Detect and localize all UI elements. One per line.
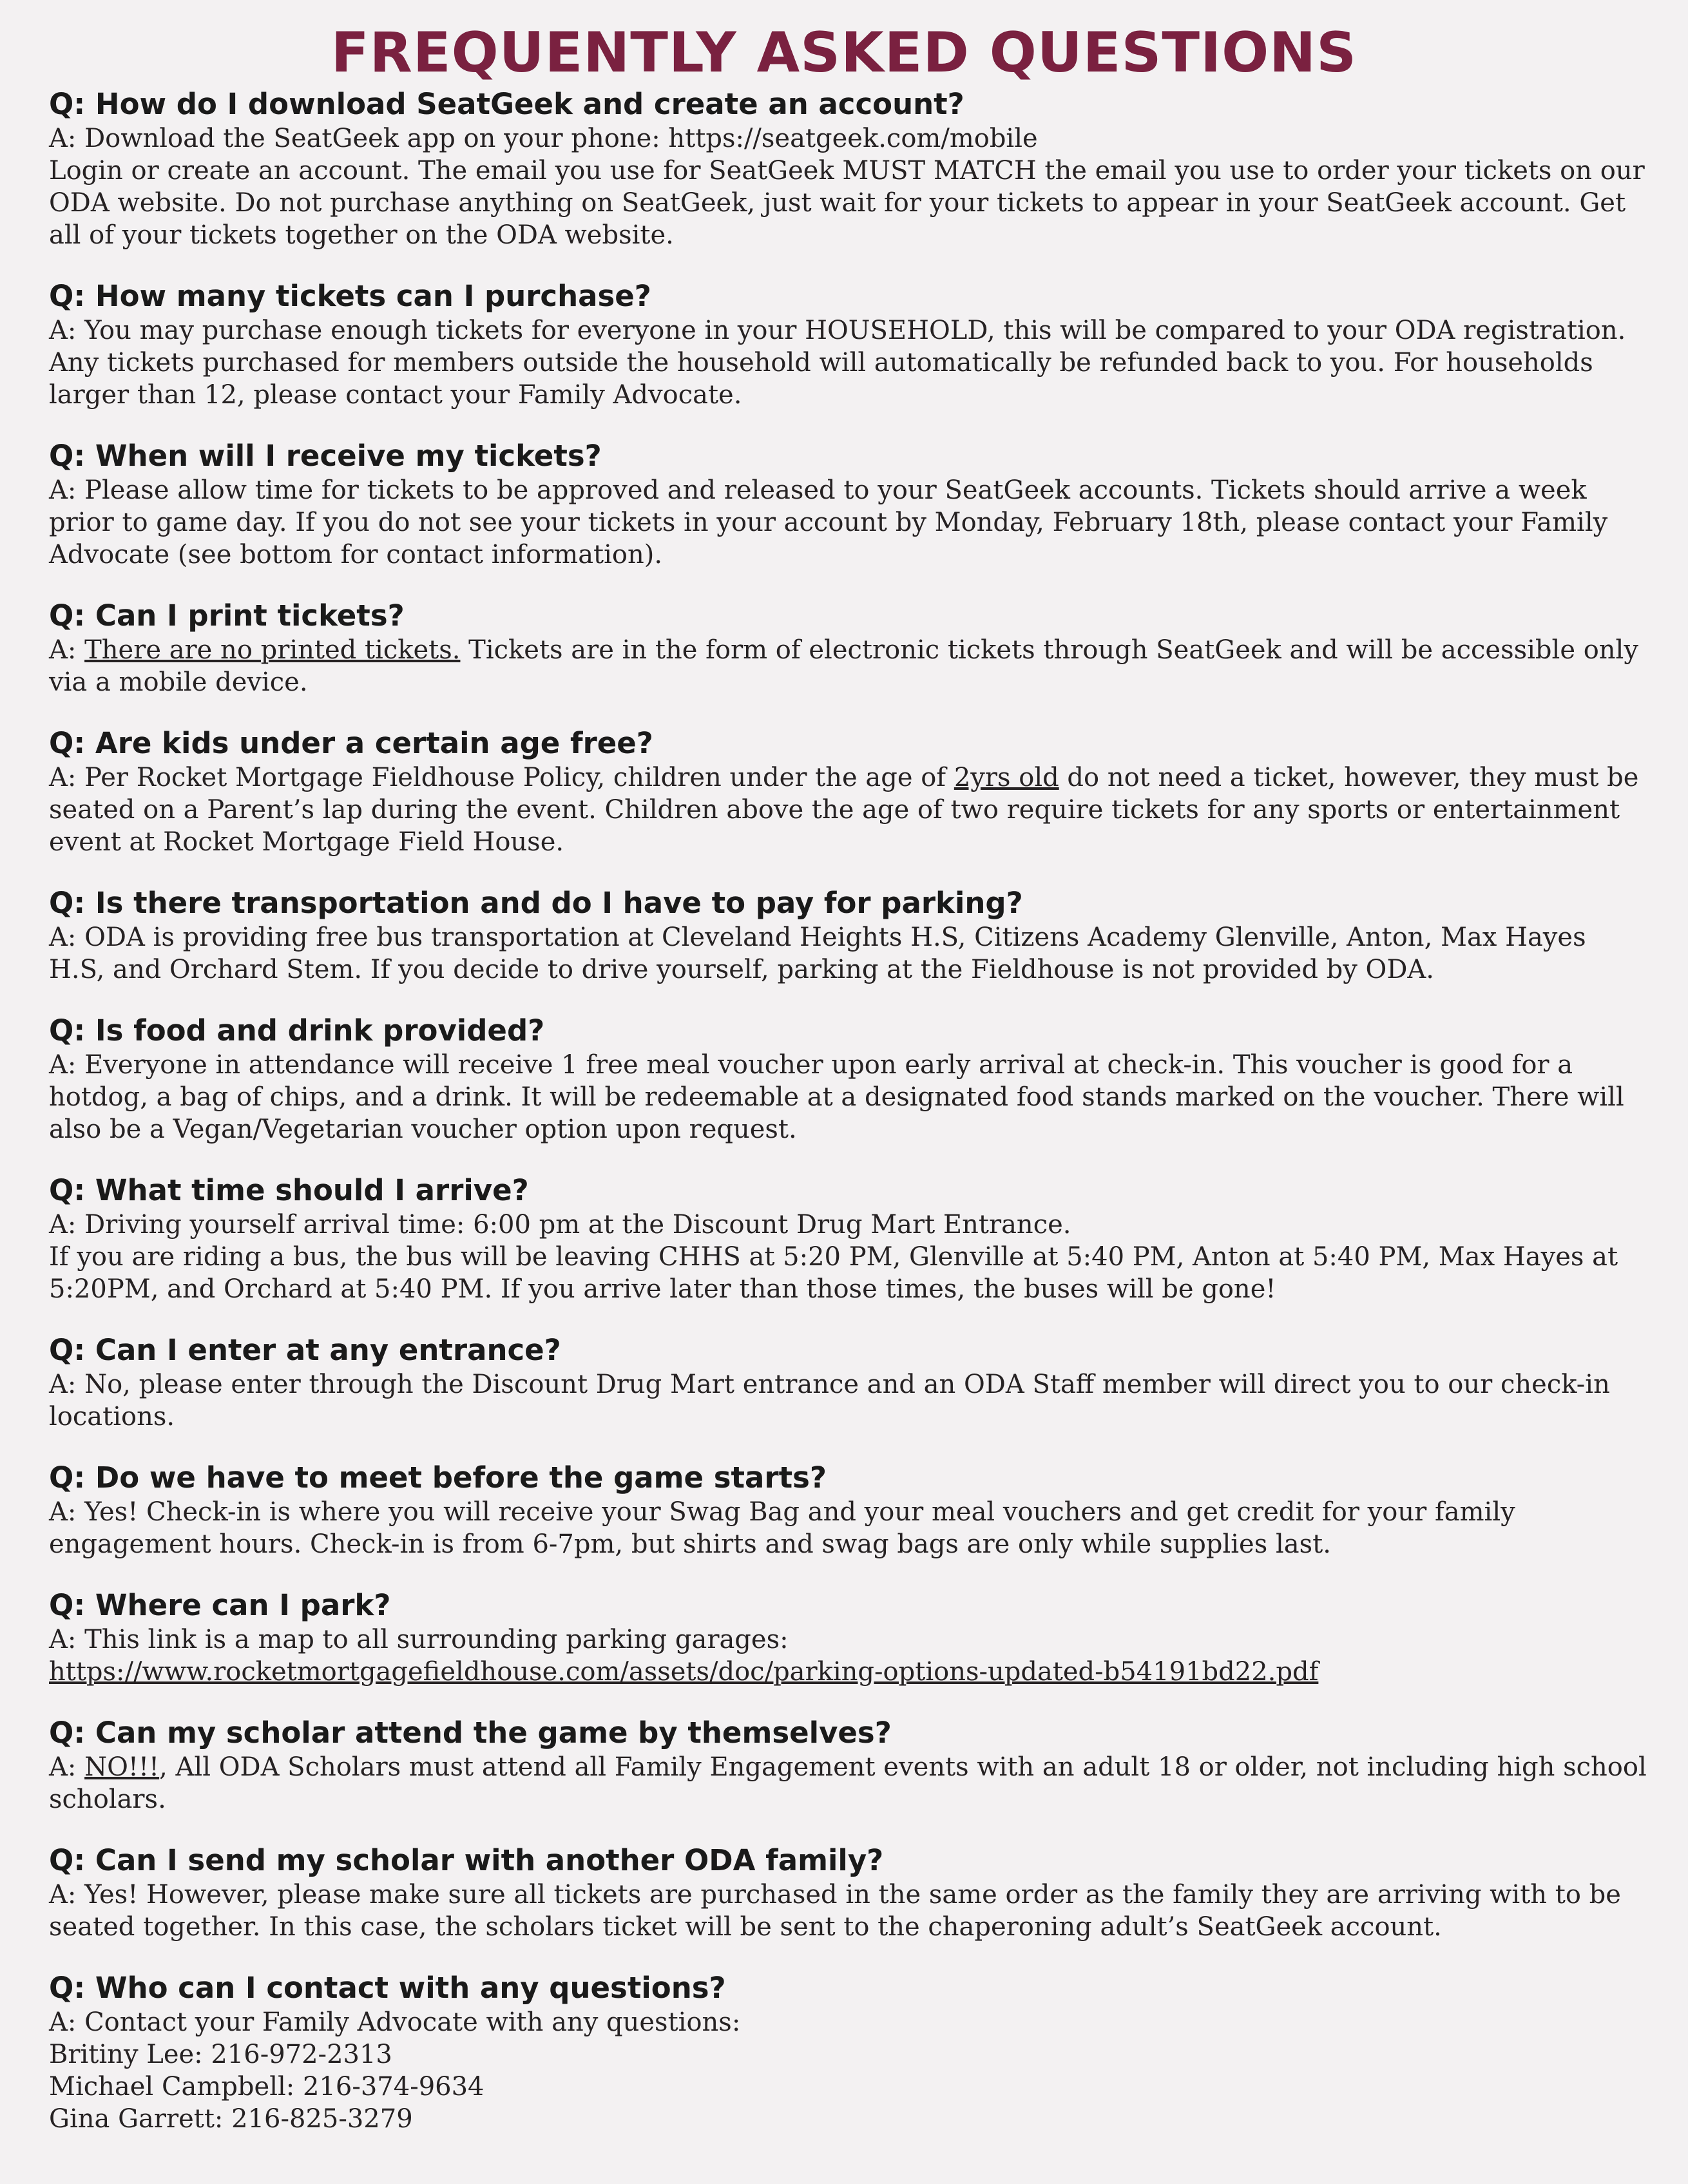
faq-item-scholar-alone — [49, 1715, 1647, 1815]
question: Q: Can my scholar attend the game by themselves? — [49, 1716, 892, 1750]
answer: A: Yes! Check-in is where you will receive your Swag Bag and your meal vouchers and get credit for your family engagement hours. Check-in is from 6-7pm, but shirts and swag bags are only while supplies last. — [49, 1497, 1515, 1559]
answer: A: Everyone in attendance will receive 1 free meal voucher upon early arrival at check-in. This voucher is good for a hotdog, a bag of chips, and a drink. It will be redeemable at a designated food stands marked on the voucher. There will also be a Vegan/Vegetarian voucher option upon request. — [49, 1050, 1624, 1144]
answer-rest: do not need a ticket, however, they must be seated on a Parent’s lap during the event. Children above the age of two require tickets for any sports or entertainment event at Rocket Mortgage Field House. — [49, 763, 1639, 857]
faq-item-print-tickets — [49, 598, 1647, 698]
question: Q: Is food and drink provided? — [49, 1013, 545, 1048]
answer: A: ODA is providing free bus transportation at Cleveland Heights H.S, Citizens Academy Glenville, Anton, Max Hayes H.S, and Orchard Stem. If you decide to drive yourself, parking at the Fieldhouse is not provided by ODA. — [49, 923, 1586, 984]
question: Q: Can I send my scholar with another ODA family? — [49, 1843, 884, 1877]
answer-rest: , All ODA Scholars must attend all Family Engagement events with an adult 18 or older, not including high school scholars. — [49, 1752, 1647, 1814]
answer: A: Driving yourself arrival time: 6:00 pm at the Discount Drug Mart Entrance. — [49, 1210, 1071, 1240]
answer-prefix: A: Per Rocket Mortgage Fieldhouse Policy, children under the age of — [49, 763, 954, 792]
parking-map-link[interactable]: https://www.rocketmortgagefieldhouse.com/assets/doc/parking-options-updated-b54191bd22.pdf — [49, 1657, 1319, 1687]
faq-item-food — [49, 1013, 1647, 1145]
question: Q: Is there transportation and do I have to pay for parking? — [49, 886, 1023, 920]
faq-item-receive-tickets — [49, 438, 1647, 571]
faq-item-contact — [49, 1970, 1647, 2135]
answer: A: You may purchase enough tickets for everyone in your HOUSEHOLD, this will be compared to your ODA registration. Any tickets purchased for members outside the household will automatically be refunded back to you. For households larger than 12, please contact your Family Advocate. — [49, 316, 1626, 410]
answer: A: This link is a map to all surrounding parking garages: — [49, 1625, 789, 1654]
question: Q: Are kids under a certain age free? — [49, 726, 653, 760]
faq-item-another-family — [49, 1843, 1647, 1943]
answer: A: Download the SeatGeek app on your phone: https://seatgeek.com/mobile — [49, 124, 1038, 153]
faq-item-parking — [49, 1587, 1647, 1688]
answer: A: No, please enter through the Discount Drug Mart entrance and an ODA Staff member will direct you to our check-in locations. — [49, 1370, 1610, 1432]
faq-list — [49, 86, 1647, 2162]
answer: A: Please allow time for tickets to be approved and released to your SeatGeek accounts. Tickets should arrive a week prior to game day. If you do not see your tickets in your account by Monday, February 18th, please contact your Family Advocate (see bottom for contact information). — [49, 475, 1608, 570]
question: Q: Can I print tickets? — [49, 599, 405, 633]
answer — [49, 634, 1647, 698]
faq-item-download — [49, 86, 1647, 251]
question: Q: What time should I arrive? — [49, 1173, 529, 1207]
faq-item-meet-before — [49, 1460, 1647, 1560]
question: Q: Where can I park? — [49, 1588, 391, 1622]
question: Q: Who can I contact with any questions? — [49, 1971, 726, 2005]
faq-item-entrance — [49, 1332, 1647, 1433]
contact-michael-campbell: Michael Campbell: 216-374-9634 — [49, 2072, 484, 2102]
answer: A: Contact your Family Advocate with any questions: — [49, 2007, 741, 2037]
answer-prefix: A: — [49, 635, 85, 665]
answer-rest: Tickets are in the form of electronic tickets through SeatGeek and will be accessible only via a mobile device. — [49, 635, 1638, 697]
answer-continued: If you are riding a bus, the bus will be leaving CHHS at 5:20 PM, Glenville at 5:40 PM, Anton at 5:40 PM, Max Hayes at 5:20PM, and Orchard at 5:40 PM. If you arrive later than those times, the buses will be gone! — [49, 1242, 1618, 1304]
answer-continued: Login or create an account. The email you use for SeatGeek MUST MATCH the email you use to order your tickets on our ODA website. Do not purchase anything on SeatGeek, just wait for your tickets to appear in your SeatGeek account. Get all of your tickets together on the ODA website. — [49, 156, 1645, 250]
question: Q: Do we have to meet before the game starts? — [49, 1461, 827, 1495]
answer-underlined: NO!!! — [84, 1752, 160, 1782]
faq-item-ticket-count — [49, 278, 1647, 411]
page-title: FREQUENTLY ASKED QUESTIONS — [331, 21, 1357, 85]
answer: A: Yes! However, please make sure all tickets are purchased in the same order as the family they are arriving with to be seated together. In this case, the scholars ticket will be sent to the chaperoning adult’s SeatGeek account. — [49, 1880, 1621, 1942]
answer — [49, 762, 1647, 858]
faq-item-transportation — [49, 885, 1647, 986]
answer-underlined: There are no printed tickets. — [84, 635, 461, 665]
question: Q: How many tickets can I purchase? — [49, 279, 651, 313]
question: Q: When will I receive my tickets? — [49, 439, 602, 473]
contact-gina-garrett: Gina Garrett: 216-825-3279 — [49, 2104, 413, 2134]
answer — [49, 1751, 1647, 1815]
question: Q: Can I enter at any entrance? — [49, 1333, 561, 1367]
question: Q: How do I download SeatGeek and create an account? — [49, 87, 964, 121]
faq-item-arrival-time — [49, 1173, 1647, 1305]
contact-britiny-lee: Britiny Lee: 216-972-2313 — [49, 2040, 392, 2069]
faq-item-kids-free — [49, 725, 1647, 858]
answer-prefix: A: — [49, 1752, 85, 1782]
answer-underlined: 2yrs old — [954, 763, 1059, 792]
